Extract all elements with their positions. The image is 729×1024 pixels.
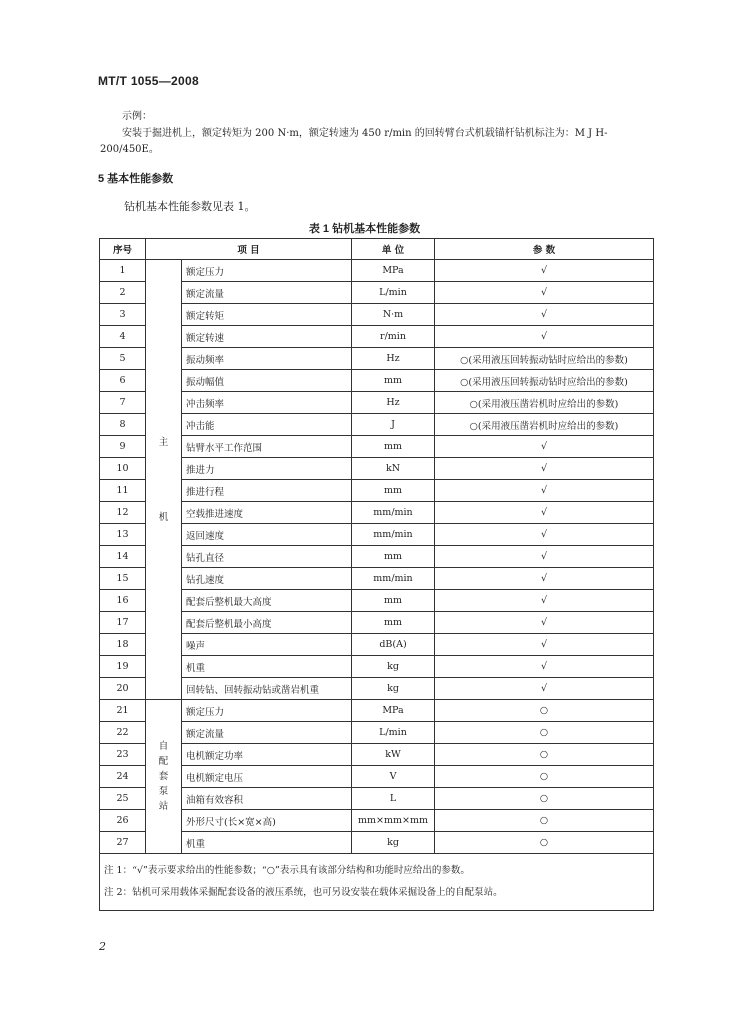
row-unit: mm xyxy=(352,590,435,612)
row-unit: Hz xyxy=(352,392,435,414)
row-param: ○ xyxy=(435,700,654,722)
row-no: 26 xyxy=(100,810,146,832)
example-text: 安装于掘进机上，额定转矩为 200 N·m，额定转速为 450 r/min 的回转臂台式机载锚杆钻机标注为：M J H- xyxy=(122,128,608,139)
row-item: 推进力 xyxy=(182,458,352,480)
row-param: ○(采用液压凿岩机时应给出的参数) xyxy=(435,414,654,436)
row-unit: mm xyxy=(352,436,435,458)
row-no: 20 xyxy=(100,678,146,700)
row-item: 额定流量 xyxy=(182,722,352,744)
header-unit: 单 位 xyxy=(352,239,435,260)
table-row xyxy=(100,788,654,810)
row-no: 27 xyxy=(100,832,146,854)
row-no: 15 xyxy=(100,568,146,590)
row-item: 配套后整机最小高度 xyxy=(182,612,352,634)
row-no: 8 xyxy=(100,414,146,436)
row-param: √ xyxy=(435,260,654,282)
table-row xyxy=(100,414,654,436)
row-no: 19 xyxy=(100,656,146,678)
row-unit: mm xyxy=(352,546,435,568)
row-param: ○(采用液压回转振动钻时应给出的参数) xyxy=(435,348,654,370)
row-unit: L xyxy=(352,788,435,810)
table-row xyxy=(100,766,654,788)
table-row xyxy=(100,458,654,480)
row-no: 11 xyxy=(100,480,146,502)
row-no: 17 xyxy=(100,612,146,634)
row-unit: kN xyxy=(352,458,435,480)
row-param: √ xyxy=(435,524,654,546)
group-main-label: 主 机 xyxy=(146,260,182,700)
row-item: 配套后整机最大高度 xyxy=(182,590,352,612)
row-no: 16 xyxy=(100,590,146,612)
row-item: 钻孔直径 xyxy=(182,546,352,568)
row-item: 额定转矩 xyxy=(182,304,352,326)
row-item: 冲击能 xyxy=(182,414,352,436)
table-row xyxy=(100,304,654,326)
table-row xyxy=(100,282,654,304)
table-row xyxy=(100,326,654,348)
table-row xyxy=(100,832,654,854)
table-row xyxy=(100,546,654,568)
table-row xyxy=(100,480,654,502)
row-param: √ xyxy=(435,568,654,590)
table-body xyxy=(100,260,654,911)
row-no: 14 xyxy=(100,546,146,568)
table-row xyxy=(100,348,654,370)
row-item: 空载推进速度 xyxy=(182,502,352,524)
table-row xyxy=(100,656,654,678)
row-no: 5 xyxy=(100,348,146,370)
header-no: 序号 xyxy=(100,239,146,260)
row-param: √ xyxy=(435,282,654,304)
group-pump-label: 自 配 套 泵 站 xyxy=(146,700,182,854)
row-param: ○(采用液压凿岩机时应给出的参数) xyxy=(435,392,654,414)
row-item: 额定压力 xyxy=(182,260,352,282)
row-unit: mm×mm×mm xyxy=(352,810,435,832)
row-no: 13 xyxy=(100,524,146,546)
table-notes xyxy=(100,854,654,911)
table-header-row xyxy=(100,239,654,260)
section-intro: 钻机基本性能参数见表 1。 xyxy=(124,200,256,213)
table-note: 注 1：“√”表示要求给出的性能参数；“○”表示具有该部分结构和功能时应给出的参数。 xyxy=(104,865,470,876)
row-unit: J xyxy=(352,414,435,436)
row-unit: r/min xyxy=(352,326,435,348)
table-row xyxy=(100,436,654,458)
row-no: 3 xyxy=(100,304,146,326)
row-param: √ xyxy=(435,326,654,348)
row-item: 电机额定功率 xyxy=(182,744,352,766)
table-row xyxy=(100,590,654,612)
row-item: 回转钻、回转振动钻或凿岩机重 xyxy=(182,678,352,700)
table-row xyxy=(100,392,654,414)
row-unit: mm/min xyxy=(352,524,435,546)
row-unit: L/min xyxy=(352,282,435,304)
row-param: √ xyxy=(435,656,654,678)
row-param: ○ xyxy=(435,788,654,810)
row-unit: MPa xyxy=(352,260,435,282)
row-param: √ xyxy=(435,480,654,502)
row-unit: kg xyxy=(352,656,435,678)
row-param: ○ xyxy=(435,766,654,788)
performance-table xyxy=(99,238,654,911)
example-label: 示例： xyxy=(122,111,152,122)
row-param: ○ xyxy=(435,810,654,832)
row-unit: mm/min xyxy=(352,502,435,524)
row-no: 24 xyxy=(100,766,146,788)
table-caption: 表 1 钻机基本性能参数 xyxy=(308,223,421,235)
table-row xyxy=(100,524,654,546)
row-no: 9 xyxy=(100,436,146,458)
row-unit: N·m xyxy=(352,304,435,326)
row-unit: MPa xyxy=(352,700,435,722)
row-param: √ xyxy=(435,634,654,656)
row-param: √ xyxy=(435,458,654,480)
row-no: 10 xyxy=(100,458,146,480)
table-row xyxy=(100,568,654,590)
row-param: ○ xyxy=(435,832,654,854)
row-no: 12 xyxy=(100,502,146,524)
row-unit: mm xyxy=(352,612,435,634)
row-param: √ xyxy=(435,590,654,612)
table-row xyxy=(100,370,654,392)
row-no: 7 xyxy=(100,392,146,414)
table-row xyxy=(100,502,654,524)
example-text-continued: 200/450E。 xyxy=(100,144,159,155)
header-param: 参 数 xyxy=(435,239,654,260)
row-no: 6 xyxy=(100,370,146,392)
row-item: 钻孔速度 xyxy=(182,568,352,590)
row-param: ○ xyxy=(435,744,654,766)
table-row xyxy=(100,678,654,700)
row-item: 油箱有效容积 xyxy=(182,788,352,810)
row-no: 4 xyxy=(100,326,146,348)
row-param: √ xyxy=(435,304,654,326)
row-unit: Hz xyxy=(352,348,435,370)
row-item: 返回速度 xyxy=(182,524,352,546)
table-row xyxy=(100,700,654,722)
row-unit: kg xyxy=(352,678,435,700)
row-no: 18 xyxy=(100,634,146,656)
standard-code: MT/T 1055—2008 xyxy=(98,74,199,88)
row-item: 额定转速 xyxy=(182,326,352,348)
row-param: √ xyxy=(435,546,654,568)
row-param: ○ xyxy=(435,722,654,744)
row-item: 噪声 xyxy=(182,634,352,656)
row-item: 振动频率 xyxy=(182,348,352,370)
row-unit: mm/min xyxy=(352,568,435,590)
row-param: √ xyxy=(435,436,654,458)
row-item: 电机额定电压 xyxy=(182,766,352,788)
row-item: 额定压力 xyxy=(182,700,352,722)
row-no: 2 xyxy=(100,282,146,304)
row-item: 冲击频率 xyxy=(182,392,352,414)
row-no: 1 xyxy=(100,260,146,282)
row-param: √ xyxy=(435,502,654,524)
row-no: 25 xyxy=(100,788,146,810)
table-row xyxy=(100,810,654,832)
row-item: 额定流量 xyxy=(182,282,352,304)
table-row xyxy=(100,260,654,282)
row-unit: mm xyxy=(352,370,435,392)
row-no: 21 xyxy=(100,700,146,722)
row-unit: dB(A) xyxy=(352,634,435,656)
row-item: 外形尺寸(长×宽×高) xyxy=(182,810,352,832)
row-item: 推进行程 xyxy=(182,480,352,502)
row-param: √ xyxy=(435,678,654,700)
row-unit: kW xyxy=(352,744,435,766)
page-number: 2 xyxy=(99,940,106,953)
section-title: 5 基本性能参数 xyxy=(98,173,174,185)
table-row xyxy=(100,744,654,766)
row-param: ○(采用液压回转振动钻时应给出的参数) xyxy=(435,370,654,392)
row-unit: L/min xyxy=(352,722,435,744)
table-row xyxy=(100,722,654,744)
table-row xyxy=(100,634,654,656)
row-item: 机重 xyxy=(182,832,352,854)
table-notes-row xyxy=(100,854,654,911)
row-no: 23 xyxy=(100,744,146,766)
row-item: 钻臂水平工作范围 xyxy=(182,436,352,458)
row-unit: mm xyxy=(352,480,435,502)
row-item: 机重 xyxy=(182,656,352,678)
row-item: 振动幅值 xyxy=(182,370,352,392)
row-param: √ xyxy=(435,612,654,634)
row-unit: kg xyxy=(352,832,435,854)
row-unit: V xyxy=(352,766,435,788)
table-note: 注 2：钻机可采用载体采掘配套设备的液压系统，也可另设安装在载体采掘设备上的自配泵站。 xyxy=(104,887,503,898)
table-row xyxy=(100,612,654,634)
row-no: 22 xyxy=(100,722,146,744)
header-item: 项 目 xyxy=(146,239,352,260)
